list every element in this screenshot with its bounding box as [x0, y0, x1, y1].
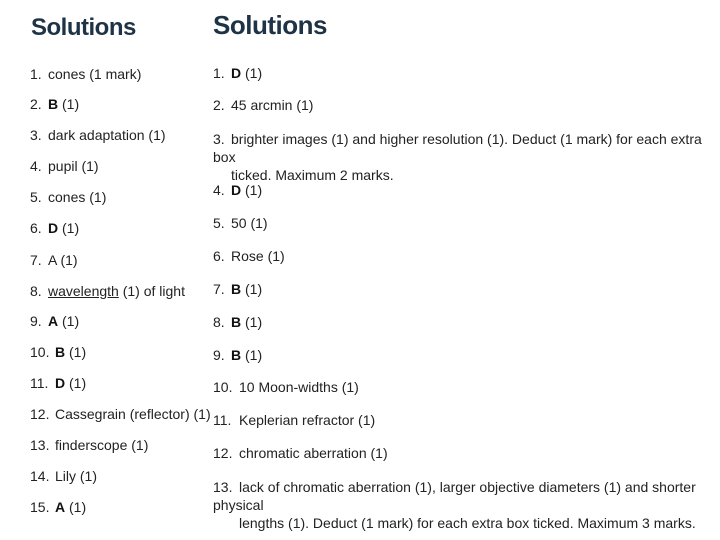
right-answer-3 — [213, 130, 713, 184]
answer-number: 11. — [213, 412, 232, 428]
answer-text: pupil (1) — [48, 158, 99, 174]
left-answer-8 — [30, 282, 185, 300]
answer-text: (1) — [65, 344, 87, 360]
right-answer-5 — [213, 214, 713, 232]
answer-number: 13. — [213, 479, 233, 495]
left-answer-2 — [30, 95, 79, 113]
right-answer-6 — [213, 247, 713, 265]
answer-text: lack of chromatic aberration (1), larger objective diameters (1) and shorter physical — [213, 479, 696, 513]
left-answer-3 — [30, 126, 166, 144]
answer-text: (1) — [241, 347, 263, 363]
answer-letter: B — [55, 344, 66, 360]
right-page-title: Solutions — [213, 10, 327, 40]
right-answer-7 — [213, 280, 713, 298]
left-answer-5 — [30, 188, 106, 206]
answer-text: (1) — [65, 499, 87, 515]
left-answer-6 — [30, 219, 79, 237]
answer-number: 9. — [30, 313, 42, 329]
answer-number: 5. — [213, 215, 225, 231]
answer-letter: A — [55, 499, 66, 515]
answer-letter: B — [231, 281, 242, 297]
left-answer-14 — [30, 467, 97, 485]
answer-number: 6. — [30, 220, 42, 236]
right-answer-11 — [213, 411, 713, 429]
answer-text: (1) — [241, 314, 263, 330]
answer-letter: D — [48, 220, 59, 236]
left-answer-15 — [30, 498, 86, 516]
answer-letter: D — [55, 375, 66, 391]
answer-number: 12. — [213, 445, 233, 461]
left-answer-10 — [30, 343, 86, 361]
left-page-title: Solutions — [31, 14, 136, 41]
answer-number: 8. — [30, 283, 42, 299]
answer-number: 14. — [30, 468, 50, 484]
answer-text: (1) — [65, 375, 87, 391]
left-answer-12 — [30, 405, 211, 423]
answer-letter: D — [231, 182, 242, 198]
answer-text: 45 arcmin (1) — [231, 97, 314, 113]
right-answer-2 — [213, 96, 713, 114]
left-answer-13 — [30, 436, 148, 454]
answer-number: 2. — [213, 97, 225, 113]
answer-text: (1) of light — [118, 283, 185, 299]
answer-number: 7. — [30, 252, 42, 268]
answer-text: finderscope (1) — [55, 437, 149, 453]
left-answer-11 — [30, 374, 86, 392]
answer-text: (1) — [58, 313, 80, 329]
answer-text: (1) — [241, 281, 263, 297]
answer-text: cones (1) — [48, 189, 107, 205]
left-answer-9 — [30, 312, 79, 330]
answer-text: Cassegrain (reflector) (1) — [55, 406, 211, 422]
right-answer-10 — [213, 378, 713, 396]
right-answer-12 — [213, 444, 713, 462]
answer-number: 6. — [213, 248, 225, 264]
answer-letter: D — [231, 65, 242, 81]
answer-text: (1) — [58, 96, 80, 112]
answer-number: 2. — [30, 96, 42, 112]
answer-text: 50 (1) — [231, 215, 268, 231]
answer-number: 10. — [213, 379, 233, 395]
left-answer-4 — [30, 157, 99, 175]
answer-number: 12. — [30, 406, 50, 422]
answer-text: dark adaptation (1) — [48, 127, 166, 143]
right-answer-4 — [213, 181, 713, 199]
answer-number: 3. — [30, 127, 42, 143]
answer-number: 11. — [30, 375, 49, 391]
answer-number: 1. — [213, 65, 225, 81]
answer-text: Keplerian refractor (1) — [239, 412, 376, 428]
right-answer-13 — [213, 478, 713, 532]
answer-text: 10 Moon-widths (1) — [239, 379, 359, 395]
answer-number: 13. — [30, 437, 50, 453]
answer-text: cones (1 mark) — [48, 66, 142, 82]
answer-text: (1) — [241, 65, 263, 81]
right-answer-1 — [213, 64, 713, 82]
answer-letter: B — [48, 96, 59, 112]
answer-letter: B — [231, 314, 242, 330]
answer-letter: A — [48, 313, 59, 329]
answer-number: 5. — [30, 189, 42, 205]
answer-number: 1. — [30, 66, 42, 82]
answer-text: chromatic aberration (1) — [239, 445, 388, 461]
answer-text: Lily (1) — [55, 468, 98, 484]
answer-number: 9. — [213, 347, 225, 363]
answer-text: brighter images (1) and higher resolution (1). Deduct (1 mark) for each extra box — [213, 131, 702, 165]
answer-number: 15. — [30, 499, 50, 515]
right-answer-8 — [213, 313, 713, 331]
answer-text: (1) — [241, 182, 263, 198]
left-answer-1 — [30, 65, 141, 83]
answer-keyword: wavelength — [48, 283, 119, 299]
answer-number: 7. — [213, 281, 225, 297]
answer-letter: B — [231, 347, 242, 363]
answer-number: 3. — [213, 131, 225, 147]
answer-text: Rose (1) — [231, 248, 285, 264]
answer-number: 10. — [30, 344, 50, 360]
answer-number: 8. — [213, 314, 225, 330]
answer-text-continuation: ticked. Maximum 2 marks. — [231, 167, 394, 183]
left-answer-7 — [30, 251, 78, 269]
answer-text: (1) — [58, 220, 80, 236]
answer-number: 4. — [30, 158, 42, 174]
answer-number: 4. — [213, 182, 225, 198]
answer-text-continuation: lengths (1). Deduct (1 mark) for each extra box ticked. Maximum 3 marks. — [239, 515, 696, 531]
right-answer-9 — [213, 346, 713, 364]
answer-text: A (1) — [48, 252, 78, 268]
